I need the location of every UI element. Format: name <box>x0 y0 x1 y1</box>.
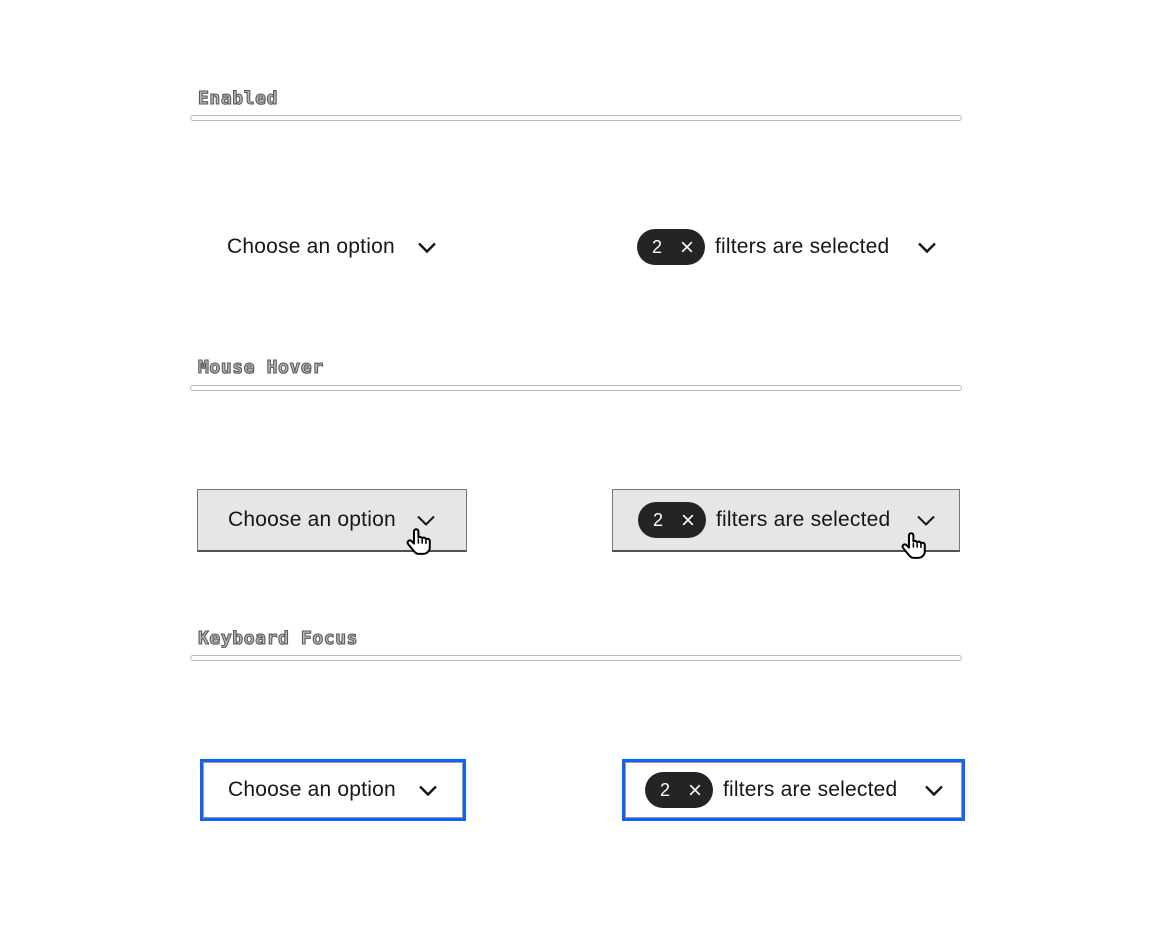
dropdown-enabled[interactable] <box>197 216 467 278</box>
tag-count: 2 <box>653 510 664 530</box>
selected-count-tag <box>637 229 705 265</box>
close-icon[interactable] <box>688 783 702 797</box>
tag-count: 2 <box>660 780 671 800</box>
close-icon[interactable] <box>681 513 695 527</box>
chevron-down-icon <box>916 514 936 527</box>
dropdown-focus[interactable] <box>200 759 466 821</box>
dropdown-placeholder: Choose an option <box>228 778 396 801</box>
multiselect-label: filters are selected <box>715 235 890 258</box>
cursor-icon <box>406 527 433 558</box>
section-heading-mouse-hover: Mouse Hover <box>198 357 324 378</box>
tag-count: 2 <box>652 237 663 257</box>
multiselect-label: filters are selected <box>716 508 891 531</box>
chevron-down-icon <box>917 241 937 254</box>
multiselect-enabled[interactable] <box>612 216 960 278</box>
dropdown-placeholder: Choose an option <box>227 235 395 258</box>
chevron-down-icon <box>416 514 436 527</box>
section-divider <box>190 115 962 121</box>
multiselect-label: filters are selected <box>723 778 898 801</box>
close-icon[interactable] <box>680 240 694 254</box>
selected-count-tag <box>638 502 706 538</box>
section-heading-enabled: Enabled <box>198 88 279 109</box>
section-heading-keyboard-focus: Keyboard Focus <box>198 628 359 649</box>
cursor-icon <box>901 531 928 562</box>
selected-count-tag <box>645 772 713 808</box>
dropdown-placeholder: Choose an option <box>228 508 396 531</box>
chevron-down-icon <box>417 241 437 254</box>
multiselect-focus[interactable] <box>622 759 965 821</box>
section-divider <box>190 655 962 661</box>
chevron-down-icon <box>924 784 944 797</box>
section-divider <box>190 385 962 391</box>
chevron-down-icon <box>418 784 438 797</box>
